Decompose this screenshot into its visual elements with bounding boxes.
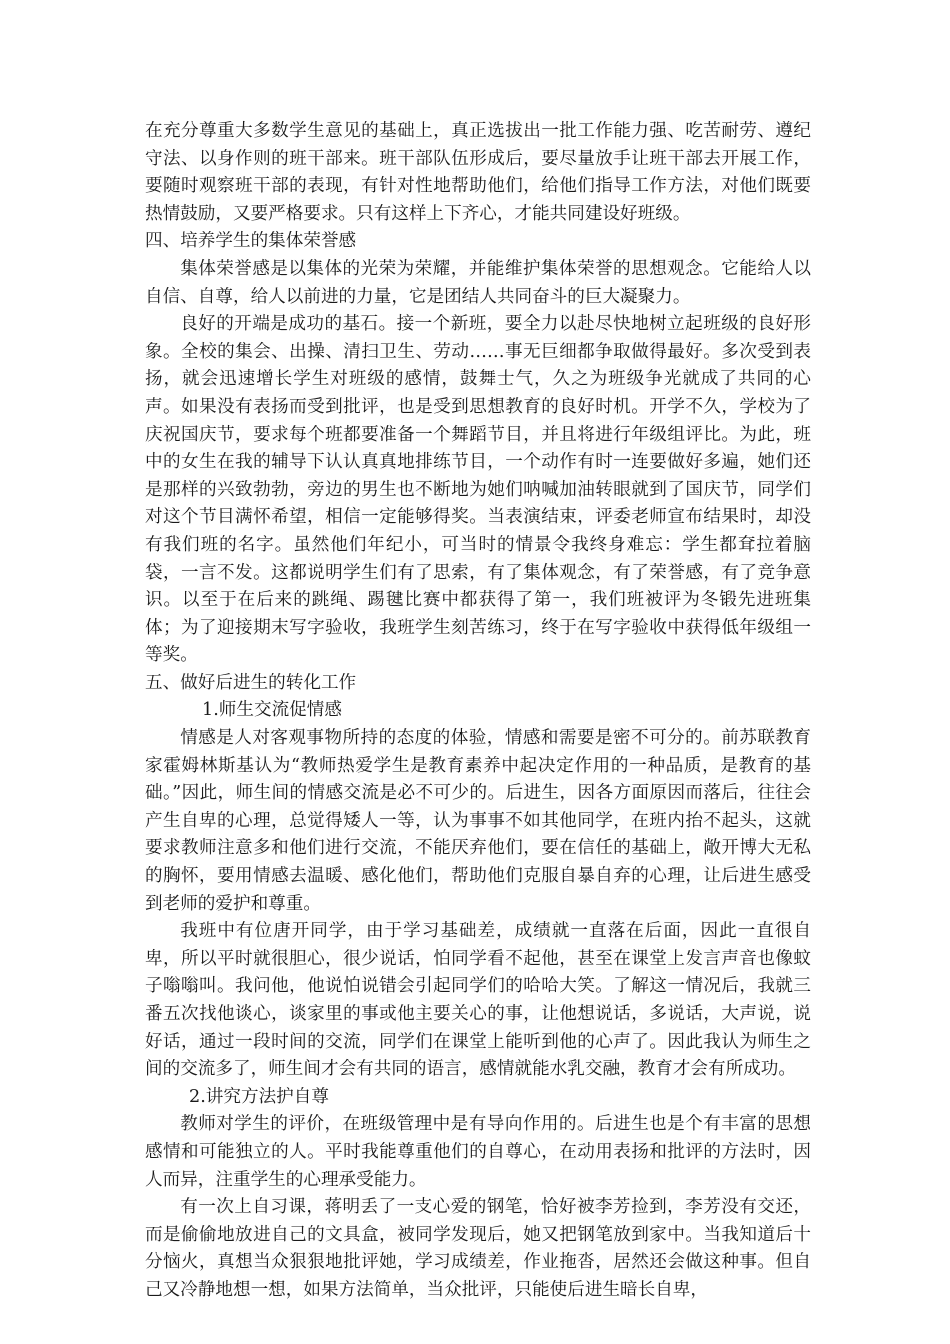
section-heading-underachievers: 五、做好后进生的转化工作 xyxy=(145,672,357,693)
paragraph-tang-kai-example: 我班中有位唐开同学，由于学习基础差，成绩就一直落在后面，因此一直很自卑，所以平时就很胆心，很少说话，怕同学看不起他，甚至在课堂上发言声音也像蚊子嗡嗡叫。我问他，他说怕说错会引起同学们的哈哈大笑。了解这一情况后，我就三番五次找他谈心，谈家里的事或他主要关心的事，让他想说话，多说话，大声说，说好话，通过一段时间的交流，同学们在课堂上能听到他的心声了。因此我认为师生之间的交流多了，师生间才会有共同的语言，感情就能水乳交融，教育才会有所成功。 xyxy=(145,921,811,1080)
document-page xyxy=(145,118,811,1305)
paragraph-pen-incident: 有一次上自习课，蒋明丢了一支心爱的钢笔，恰好被李芳捡到，李芳没有交还，而是偷偷地放进自己的文具盒，被同学发现后，她又把钢笔放到家中。当我知道后十分恼火，真想当众狠狠地批评她，学习成绩差，作业拖沓，居然还会做这种事。但自己又冷静地想一想，如果方法简单，当众批评，只能使后进生暗长自卑， xyxy=(145,1197,811,1300)
paragraph-emotion-exchange: 情感是人对客观事物所持的态度的体验，情感和需要是密不可分的。前苏联教育家霍姆林斯基认为“教师热爱学生是教育素养中起决定作用的一种品质，是教育的基础。”因此，师生间的情感交流是必不可少的。后进生，因各方面原因而落后，往往会产生自卑的心理，总觉得矮人一等，认为事事不如其他同学，在班内抬不起头，这就要求教师注意多和他们进行交流，不能厌弃他们，要在信任的基础上，敞开博大无私的胸怀，要用情感去温暖、感化他们，帮助他们克服自暴自弃的心理，让后进生感受到老师的爱护和尊重。 xyxy=(145,728,811,914)
subheading-teacher-student-exchange: 1.师生交流促情感 xyxy=(202,700,342,721)
paragraph-honor-definition: 集体荣誉感是以集体的光荣为荣耀，并能维护集体荣誉的思想观念。它能给人以自信、自尊，给人以前进的力量，它是团结人共同奋斗的巨大凝聚力。 xyxy=(145,258,811,307)
section-heading-collective-honor: 四、培养学生的集体荣誉感 xyxy=(145,231,357,252)
paragraph-good-start: 良好的开端是成功的基石。接一个新班，要全力以赴尽快地树立起班级的良好形象。全校的集会、出操、清扫卫生、劳动……事无巨细都争取做得最好。多次受到表扬，就会迅速增长学生对班级的感情，鼓舞士气，久之为班级争光就成了共同的心声。如果没有表扬而受到批评，也是受到思想教育的良好时机。开学不久，学校为了庆祝国庆节，要求每个班都要准备一个舞蹈节目，并且将进行年级组评比。为此，班中的女生在我的辅导下认认真真地排练节目，一个动作有时一连要做好多遍，她们还是那样的兴致勃勃，旁边的男生也不断地为她们呐喊加油转眼就到了国庆节，同学们对这个节目满怀希望，相信一定能够得奖。当表演结束，评委老师宣布结果时，却没有我们班的名字。虽然他们年纪小，可当时的情景令我终身难忘：学生都耷拉着脑袋，一言不发。这都说明学生们有了思索，有了集体观念，有了荣誉感，有了竞争意识。以至于在后来的跳绳、踢毽比赛中都获得了第一，我们班被评为冬锻先进班集体；为了迎接期末写字验收，我班学生刻苦练习，终于在写字验收中获得低年级组一等奖。 xyxy=(145,314,811,666)
paragraph-class-cadre: 在充分尊重大多数学生意见的基础上，真正选拔出一批工作能力强、吃苦耐劳、遵纪守法、以身作则的班干部来。班干部队伍形成后，要尽量放手让班干部去开展工作，要随时观察班干部的表现，有针对性地帮助他们，给他们指导工作方法，对他们既要热情鼓励，又要严格要求。只有这样上下齐心，才能共同建设好班级。 xyxy=(145,121,811,224)
subheading-protect-self-esteem: 2.讲究方法护自尊 xyxy=(189,1086,329,1107)
paragraph-teacher-evaluation: 教师对学生的评价，在班级管理中是有导向作用的。后进生也是个有丰富的思想感情和可能独立的人。平时我能尊重他们的自尊心，在动用表扬和批评的方法时，因人而异，注重学生的心理承受能力。 xyxy=(145,1114,811,1190)
